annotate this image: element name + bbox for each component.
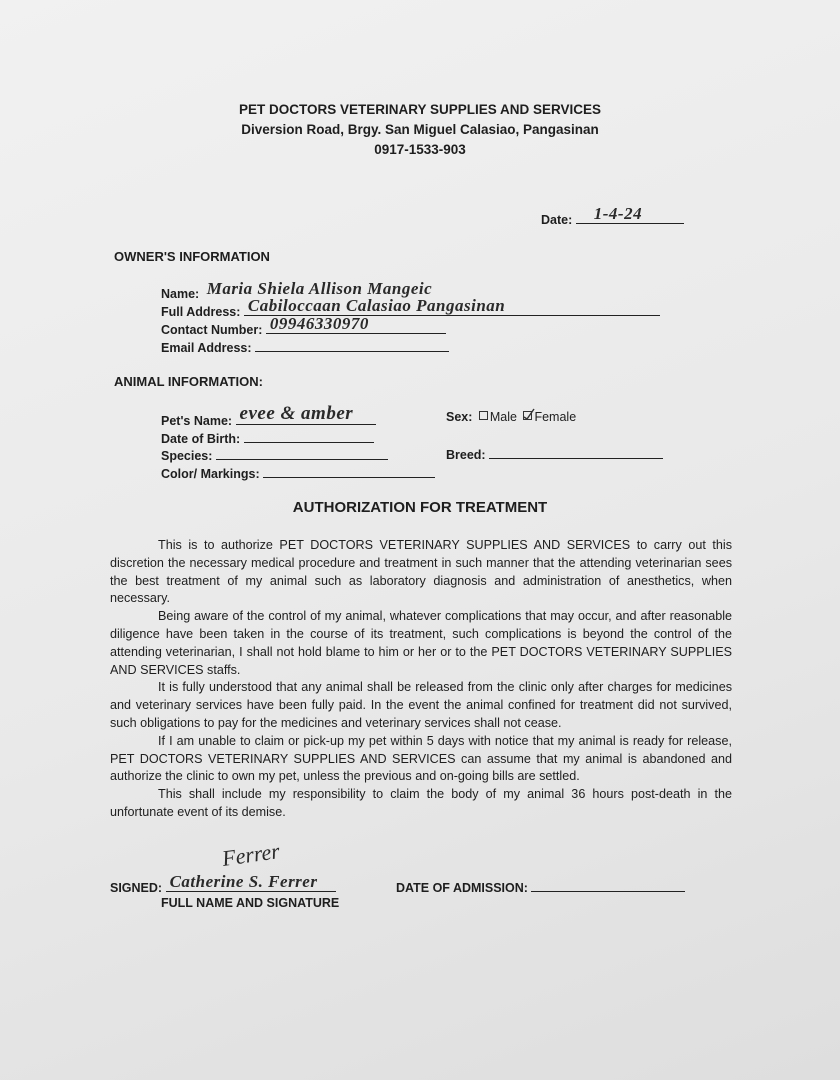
- female-label: Female: [534, 410, 577, 424]
- check-mark-icon: [523, 408, 535, 420]
- owner-address-value: Cabiloccaan Calasiao Pangasinan: [247, 296, 506, 315]
- male-label: Male: [489, 410, 517, 424]
- paragraph: It is fully understood that any animal shall be released from the clinic only after charges for medicines and veterinary services have been fully paid. In the event the animal confined for treatment did not survived, such obligations to pay for the medicines and veterinary services shall not cease.: [110, 680, 732, 730]
- address-label: Full Address:: [161, 305, 241, 319]
- owner-section-title: OWNER'S INFORMATION: [114, 249, 270, 264]
- owner-contact-value: 09946330970: [269, 314, 369, 333]
- signature-scribble: Ferrer: [220, 838, 282, 871]
- species-label: Species:: [161, 449, 213, 463]
- owner-name-field[interactable]: [161, 279, 433, 301]
- pet-name-label: Pet's Name:: [161, 414, 233, 428]
- signed-label: SIGNED:: [110, 881, 163, 895]
- signed-field[interactable]: [110, 872, 336, 895]
- paragraph: This is to authorize PET DOCTORS VETERINARY SUPPLIES AND SERVICES to carry out this discretion the necessary medical procedure and treatment in such manner that the attending veterinarian sees the best treatment of my animal such as laboratory diagnosis and administration of anesthetics, when necessary.: [110, 538, 732, 606]
- breed-field[interactable]: [446, 446, 663, 462]
- signed-name-value: Catherine S. Ferrer: [169, 872, 318, 891]
- pet-name-field[interactable]: [161, 403, 376, 428]
- sex-field[interactable]: [446, 410, 576, 424]
- dob-label: Date of Birth:: [161, 432, 241, 446]
- paragraph: If I am unable to claim or pick-up my pet within 5 days with notice that my animal is ready for release, PET DOCTORS VETERINARY SUPPLIES AND SERVICES can assume that my animal is abandoned and authorize the clinic to own my pet, unless the previous and on-going bills are settled.: [110, 733, 732, 784]
- contact-label: Contact Number:: [161, 323, 263, 337]
- color-label: Color/ Markings:: [161, 467, 260, 481]
- date-field[interactable]: [541, 204, 684, 227]
- name-label: Name:: [161, 287, 200, 301]
- authorization-text: [110, 537, 732, 822]
- date-value: 1-4-24: [593, 204, 643, 223]
- signature-mark: [220, 838, 281, 872]
- authorization-title: AUTHORIZATION FOR TREATMENT: [292, 499, 548, 516]
- owner-address-field[interactable]: [161, 296, 660, 319]
- paragraph: This shall include my responsibility to claim the body of my animal 36 hours post-death in the unfortunate event of its demise.: [110, 787, 732, 819]
- female-checkbox[interactable]: [523, 411, 532, 420]
- sex-label: Sex:: [446, 410, 473, 424]
- owner-contact-field[interactable]: [161, 314, 446, 337]
- male-checkbox[interactable]: [479, 411, 488, 420]
- business-name: PET DOCTORS VETERINARY SUPPLIES AND SERVICES: [238, 102, 602, 117]
- admission-label: DATE OF ADMISSION:: [396, 881, 528, 895]
- business-address: Diversion Road, Brgy. San Miguel Calasiao, Pangasinan: [241, 122, 599, 137]
- date-label: Date:: [541, 213, 573, 227]
- breed-label: Breed:: [446, 448, 486, 462]
- color-markings-field[interactable]: [161, 465, 435, 481]
- paragraph: Being aware of the control of my animal, whatever complications that may occur, and after reasonable diligence have been taken in the course of its treatment, such complications is beyond the control of the attending veterinarian, I shall not hold blame to him or her or to the PET DOCTORS VETERINARY SUPPLIES AND SERVICES staffs.: [110, 609, 732, 677]
- signature-caption: FULL NAME AND SIGNATURE: [161, 896, 340, 910]
- business-phone: 0917-1533-903: [374, 142, 466, 157]
- owner-email-field[interactable]: [161, 339, 449, 355]
- admission-date-field[interactable]: [396, 879, 685, 895]
- species-field[interactable]: [161, 447, 388, 463]
- animal-section-title: ANIMAL INFORMATION:: [114, 374, 263, 389]
- email-label: Email Address:: [161, 341, 252, 355]
- pet-name-value: evee & amber: [239, 403, 354, 424]
- owner-name-value: Maria Shiela Allison Mangeic: [206, 279, 433, 298]
- dob-field[interactable]: [161, 430, 374, 446]
